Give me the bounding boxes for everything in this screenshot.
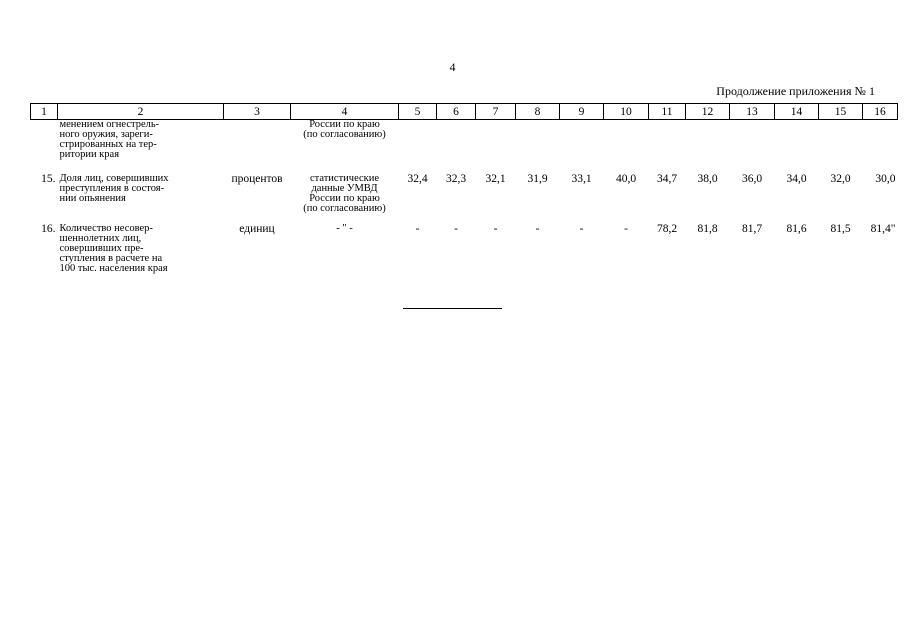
value-cell: 31,9 bbox=[527, 173, 548, 185]
source-cell: России по краю (по согласованию) bbox=[303, 119, 386, 140]
table-row bbox=[31, 174, 898, 224]
value-cell: 33,1 bbox=[571, 173, 592, 185]
row-number: 16. bbox=[41, 223, 56, 235]
column-header-15: 15 bbox=[819, 104, 863, 120]
value-cell: 32,4 bbox=[407, 173, 428, 185]
value-cell: 30,0 bbox=[875, 173, 896, 185]
value-cell: - bbox=[579, 223, 584, 235]
value-cell bbox=[775, 120, 819, 175]
unit-cell: процентов bbox=[231, 173, 283, 185]
column-header-3: 3 bbox=[224, 104, 291, 120]
column-header-7: 7 bbox=[476, 104, 516, 120]
value-cell: 81,4" bbox=[870, 223, 896, 235]
value-cell: 81,8 bbox=[697, 223, 718, 235]
indicator-name: менением огнестрель- ного оружия, зареги- стрированных на тер- ритории края bbox=[59, 119, 160, 160]
column-header-12: 12 bbox=[686, 104, 730, 120]
value-cell bbox=[399, 120, 437, 175]
column-header-14: 14 bbox=[775, 104, 819, 120]
value-cell bbox=[863, 120, 898, 175]
table-row bbox=[31, 224, 898, 274]
column-header-13: 13 bbox=[730, 104, 775, 120]
value-cell: 34,7 bbox=[656, 173, 678, 185]
continuation-label: Продолжение приложения № 1 bbox=[716, 84, 875, 98]
column-header-11: 11 bbox=[649, 104, 686, 120]
column-header-10: 10 bbox=[604, 104, 649, 120]
value-cell bbox=[686, 120, 730, 175]
row-number: 15. bbox=[41, 173, 56, 185]
value-cell bbox=[560, 120, 604, 175]
value-cell bbox=[730, 120, 775, 175]
value-cell: 32,3 bbox=[445, 173, 467, 185]
column-header-5: 5 bbox=[399, 104, 437, 120]
page-number: 4 bbox=[449, 60, 456, 74]
value-cell: 32,1 bbox=[485, 173, 506, 185]
value-cell: 34,0 bbox=[786, 173, 807, 185]
header-row bbox=[31, 104, 898, 120]
value-cell: - bbox=[535, 223, 540, 235]
value-cell: 81,5 bbox=[830, 223, 851, 235]
value-cell bbox=[437, 120, 476, 175]
value-cell bbox=[819, 120, 863, 175]
value-cell bbox=[476, 120, 516, 175]
column-header-2: 2 bbox=[58, 104, 224, 120]
column-header-1: 1 bbox=[31, 104, 58, 120]
value-cell bbox=[516, 120, 560, 175]
value-cell: 36,0 bbox=[741, 173, 763, 185]
column-header-16: 16 bbox=[863, 104, 898, 120]
value-cell: 32,0 bbox=[830, 173, 851, 185]
source-cell: статистические данные УМВД России по краю (по согласованию) bbox=[303, 173, 386, 214]
value-cell: - bbox=[624, 223, 628, 235]
end-divider bbox=[403, 308, 502, 309]
column-header-6: 6 bbox=[437, 104, 476, 120]
indicator-name: Количество несовер- шеннолетних лиц, совершивших пре- ступления в расчете на 100 тыс. населения края bbox=[59, 223, 168, 274]
value-cell: 40,0 bbox=[615, 173, 637, 185]
column-header-4: 4 bbox=[291, 104, 399, 120]
value-cell: - bbox=[454, 223, 458, 235]
value-cell: 81,7 bbox=[741, 223, 763, 235]
value-cell bbox=[604, 120, 649, 175]
value-cell: 78,2 bbox=[656, 223, 678, 235]
table-row bbox=[31, 120, 898, 175]
indicator-name: Доля лиц, совершивших преступления в состоя- нии опьянения bbox=[59, 173, 169, 204]
column-header-9: 9 bbox=[560, 104, 604, 120]
unit-cell: единиц bbox=[239, 223, 275, 235]
value-cell: - bbox=[493, 223, 498, 235]
value-cell: 81,6 bbox=[786, 223, 807, 235]
source-cell: - " - bbox=[336, 223, 353, 234]
value-cell bbox=[649, 120, 686, 175]
row-number bbox=[31, 120, 58, 175]
column-header-8: 8 bbox=[516, 104, 560, 120]
unit-cell bbox=[224, 120, 291, 175]
value-cell: - bbox=[415, 223, 420, 235]
value-cell: 38,0 bbox=[697, 173, 718, 185]
data-table bbox=[30, 103, 898, 274]
